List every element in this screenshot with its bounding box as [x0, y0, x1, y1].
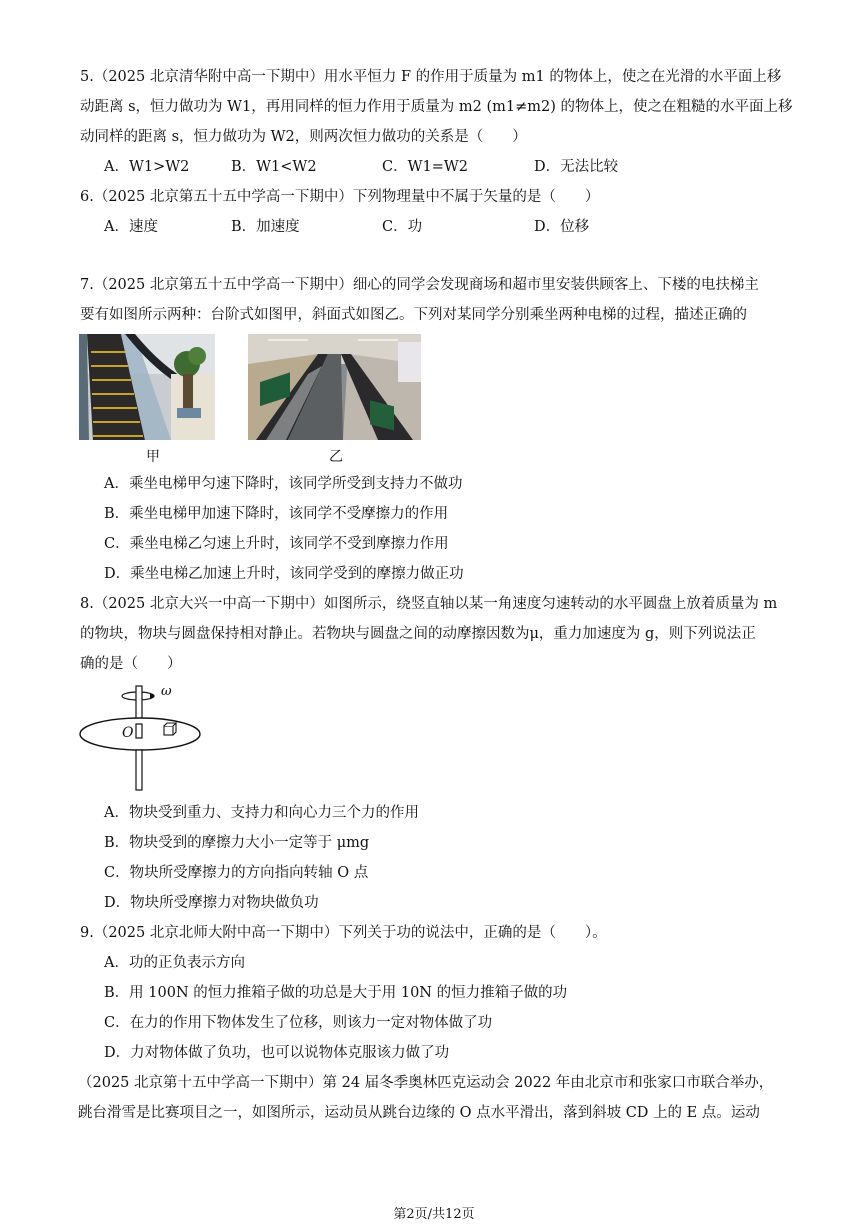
q9-option-a: A．功的正负表示方向: [104, 955, 245, 971]
q10-line-1: （2025 北京第十五中学高一下期中）第 24 届冬季奥林匹克运动会 2022 年由北京市和张家口市联合举办，: [78, 1075, 774, 1091]
q6-option-b: B．加速度: [231, 219, 300, 235]
q7-option-a: A．乘坐电梯甲匀速下降时，该同学所受到支持力不做功: [104, 476, 463, 492]
walkway-photo-yi: [248, 334, 421, 440]
q5-line-3: 动同样的距离 s，恒力做功为 W2，则两次恒力做功的关系是（ ）: [80, 129, 527, 145]
question-10: [78, 1068, 790, 1128]
q9-line: 9.（2025 北京北师大附中高一下期中）下列关于功的说法中，正确的是（ ）。: [80, 925, 607, 941]
question-5: [80, 62, 792, 152]
q10-line-2: 跳台滑雪是比赛项目之一，如图所示，运动员从跳台边缘的 O 点水平滑出，落到斜坡 CD 上的 E 点。运动: [78, 1105, 760, 1121]
q6-line: 6.（2025 北京第五十五中学高一下期中）下列物理量中不属于矢量的是（ ）: [80, 189, 600, 205]
rotating-disk-diagram: [78, 684, 208, 792]
q7-option-b: B．乘坐电梯甲加速下降时，该同学不受摩擦力的作用: [104, 506, 449, 522]
q8-option-b: B．物块受到的摩擦力大小一定等于 μmg: [104, 835, 370, 851]
q8-line-3: 确的是（ ）: [80, 656, 182, 672]
q7-option-d: D．乘坐电梯乙加速上升时，该同学受到的摩擦力做正功: [104, 566, 464, 582]
q7-option-c: C．乘坐电梯乙匀速上升时，该同学不受到摩擦力作用: [104, 536, 449, 552]
q7-line-2: 要有如图所示两种：台阶式如图甲，斜面式如图乙。下列对某同学分别乘坐两种电梯的过程，描述正确的: [80, 307, 747, 323]
q5-option-a: A．W1>W2: [104, 159, 190, 175]
q5-option-d: D．无法比较: [534, 159, 619, 175]
caption-jia: 甲: [146, 449, 160, 465]
q5-line-2: 动距离 s，恒力做功为 W1，再用同样的恒力作用于质量为 m2 (m1≠m2) 的物体上，使之在粗糙的水平面上移: [80, 99, 793, 115]
q7-line-1: 7.（2025 北京第五十五中学高一下期中）细心的同学会发现商场和超市里安装供顾客上、下楼的电扶梯主: [80, 277, 759, 293]
escalator-photo-jia: [79, 334, 215, 440]
question-9: [80, 918, 792, 948]
question-6: [80, 182, 792, 212]
q8-line-1: 8.（2025 北京大兴一中高一下期中）如图所示，绕竖直轴以某一角速度匀速转动的水平圆盘上放着质量为 m: [80, 596, 778, 612]
q6-option-c: C．功: [382, 219, 423, 235]
q6-option-a: A．速度: [104, 219, 158, 235]
q9-option-b: B．用 100N 的恒力推箱子做的功总是大于用 10N 的恒力推箱子做的功: [104, 985, 568, 1001]
q9-option-d: D．力对物体做了负功，也可以说物体克服该力做了功: [104, 1045, 450, 1061]
q5-option-c: C．W1=W2: [382, 159, 469, 175]
q5-line-1: 5.（2025 北京清华附中高一下期中）用水平恒力 F 的作用于质量为 m1 的物体上，使之在光滑的水平面上移: [80, 69, 782, 85]
q6-option-d: D．位移: [534, 219, 590, 235]
center-o-label: O: [122, 725, 134, 741]
q8-line-2: 的物块，物块与圆盘保持相对静止。若物块与圆盘之间的动摩擦因数为μ，重力加速度为 g，则下列说法正: [80, 626, 756, 642]
question-8: [80, 589, 792, 679]
q8-option-a: A．物块受到重力、支持力和向心力三个力的作用: [104, 805, 419, 821]
page-footer: 第2页/共12页: [393, 1207, 475, 1222]
q8-option-c: C．物块所受摩擦力的方向指向转轴 O 点: [104, 865, 369, 881]
q8-option-d: D．物块所受摩擦力对物块做负功: [104, 895, 319, 911]
omega-label: ω: [161, 684, 172, 699]
q9-option-c: C．在力的作用下物体发生了位移，则该力一定对物体做了功: [104, 1015, 493, 1031]
caption-yi: 乙: [329, 449, 343, 465]
q5-option-b: B．W1<W2: [231, 159, 317, 175]
